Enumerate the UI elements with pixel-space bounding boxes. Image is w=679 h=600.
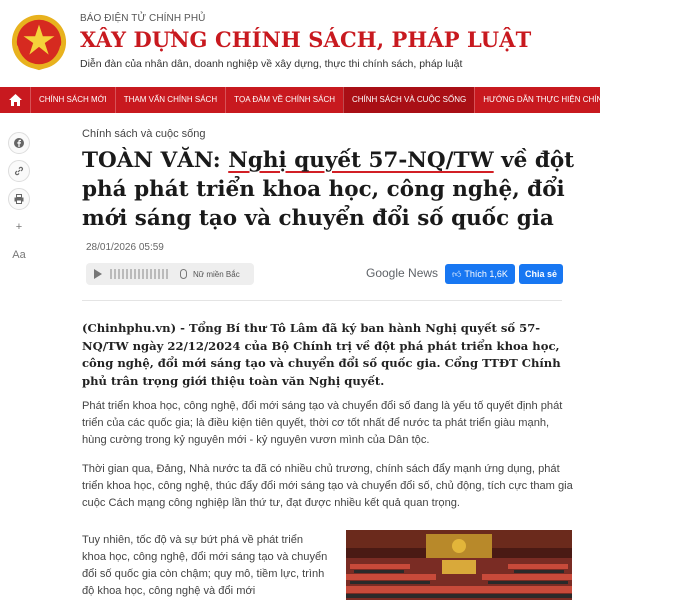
nav-item-toa-dam[interactable]: TỌA ĐÀM VỀ CHÍNH SÁCH (225, 87, 343, 113)
google-news-icon: Google News (366, 266, 439, 280)
audio-voice-label[interactable]: Nữ miền Bắc (193, 269, 240, 279)
mic-icon (180, 269, 187, 279)
audio-waveform[interactable] (110, 269, 170, 279)
thumbs-up-icon: 👍︎ (452, 268, 462, 279)
facebook-icon (14, 138, 24, 148)
nav-home[interactable] (0, 87, 30, 113)
article-tools (8, 132, 32, 272)
lead-source: (Chinhphu.vn) (82, 321, 177, 335)
link-icon (14, 166, 24, 176)
article-lead (82, 320, 568, 390)
nav-item-phat[interactable]: PHÁT (641, 87, 679, 113)
article-paragraph: Thời gian qua, Đảng, Nhà nước ta đã có nhiều chủ trương, chính sách đẩy mạnh ứng dụng, phát triển khoa học, công nghệ, thúc đẩy đổi mới sáng tạo và chuyển đổi số, chủ động, tích cực tham gia cuộc Cách mạng công nghiệp lần thứ tư, đạt được nhiều kết quả quan trọng. (82, 463, 573, 509)
publisher-label: BÁO ĐIỆN TỬ CHÍNH PHỦ (80, 13, 206, 24)
audio-player[interactable] (86, 263, 254, 285)
zoom-in-tool[interactable] (8, 216, 30, 238)
lead-text: - Tổng Bí thư Tô Lâm đã ký ban hành Nghị quyết số 57-NQ/TW ngày 22/12/2024 của Bộ Chính trị về đột phá phát triển khoa học, công nghệ, đổi mới sáng tạo và chuyển đổi số quốc gia. Cổng TTĐT Chính phủ trân trọng giới thiệu toàn văn Nghị quyết. (82, 321, 561, 388)
headline-prefix: TOÀN VĂN: (82, 148, 229, 173)
nav-item-tham-van[interactable]: THAM VẤN CHÍNH SÁCH (115, 87, 225, 113)
article-paragraph: Tuy nhiên, tốc độ và sự bứt phá về phát triển khoa học, công nghệ, đổi mới sáng tạo và chuyển đổi số quốc gia còn chậm; quy mô, tiềm lực, trình độ khoa học, công nghệ và đổi mới (82, 534, 328, 597)
facebook-share-button[interactable]: Chia sẻ (519, 264, 563, 284)
google-news-button[interactable] (366, 266, 438, 280)
site-header (0, 0, 600, 86)
article-paragraph: Phát triển khoa học, công nghệ, đổi mới sáng tạo và chuyển đổi số đang là yếu tố quyết định phát triển của các quốc gia; là điều kiện tiên quyết, thời cơ tốt nhất để nước ta phát triển giàu mạnh, hùng cường trong kỷ nguyên mới - kỷ nguyên vươn mình của Dân tộc. (82, 400, 563, 446)
print-tool[interactable] (8, 188, 30, 210)
headline-highlight: Nghị quyết 57-NQ/TW (228, 148, 494, 173)
site-title[interactable]: XÂY DỰNG CHÍNH SÁCH, PHÁP LUẬT (80, 27, 532, 52)
facebook-like-button[interactable] (445, 264, 515, 284)
facebook-share-tool[interactable] (8, 132, 30, 154)
article-headline (82, 146, 582, 233)
font-size-tool[interactable]: Aa (12, 249, 26, 261)
like-label: Thích 1,6K (464, 269, 508, 279)
nav-item-chinh-sach-moi[interactable]: CHÍNH SÁCH MỚI (30, 87, 115, 113)
print-icon (14, 194, 24, 204)
copy-link-tool[interactable] (8, 160, 30, 182)
article-category[interactable]: Chính sách và cuộc sống (82, 128, 206, 140)
main-nav (0, 87, 671, 113)
divider (82, 300, 562, 301)
home-icon (9, 94, 22, 106)
play-icon[interactable] (94, 269, 102, 279)
zoom-in-icon: + (15, 221, 23, 233)
site-tagline: Diễn đàn của nhân dân, doanh nghiệp về xây dựng, thực thi chính sách, pháp luật (80, 58, 463, 70)
emblem-icon[interactable] (10, 12, 68, 72)
article-photo[interactable] (346, 530, 572, 600)
nav-item-huong-dan[interactable]: HƯỚNG DẪN THỰC HIỆN CHÍNH SÁCH (474, 87, 640, 113)
article-date: 28/01/2026 05:59 (86, 242, 164, 253)
headline-rest: về đột phá phát triển khoa học, công nghệ, đổi mới sáng tạo và chuyển đổi số quốc gia (82, 148, 575, 231)
nav-item-chinh-sach-cuoc-song[interactable]: CHÍNH SÁCH VÀ CUỘC SỐNG (343, 87, 474, 113)
